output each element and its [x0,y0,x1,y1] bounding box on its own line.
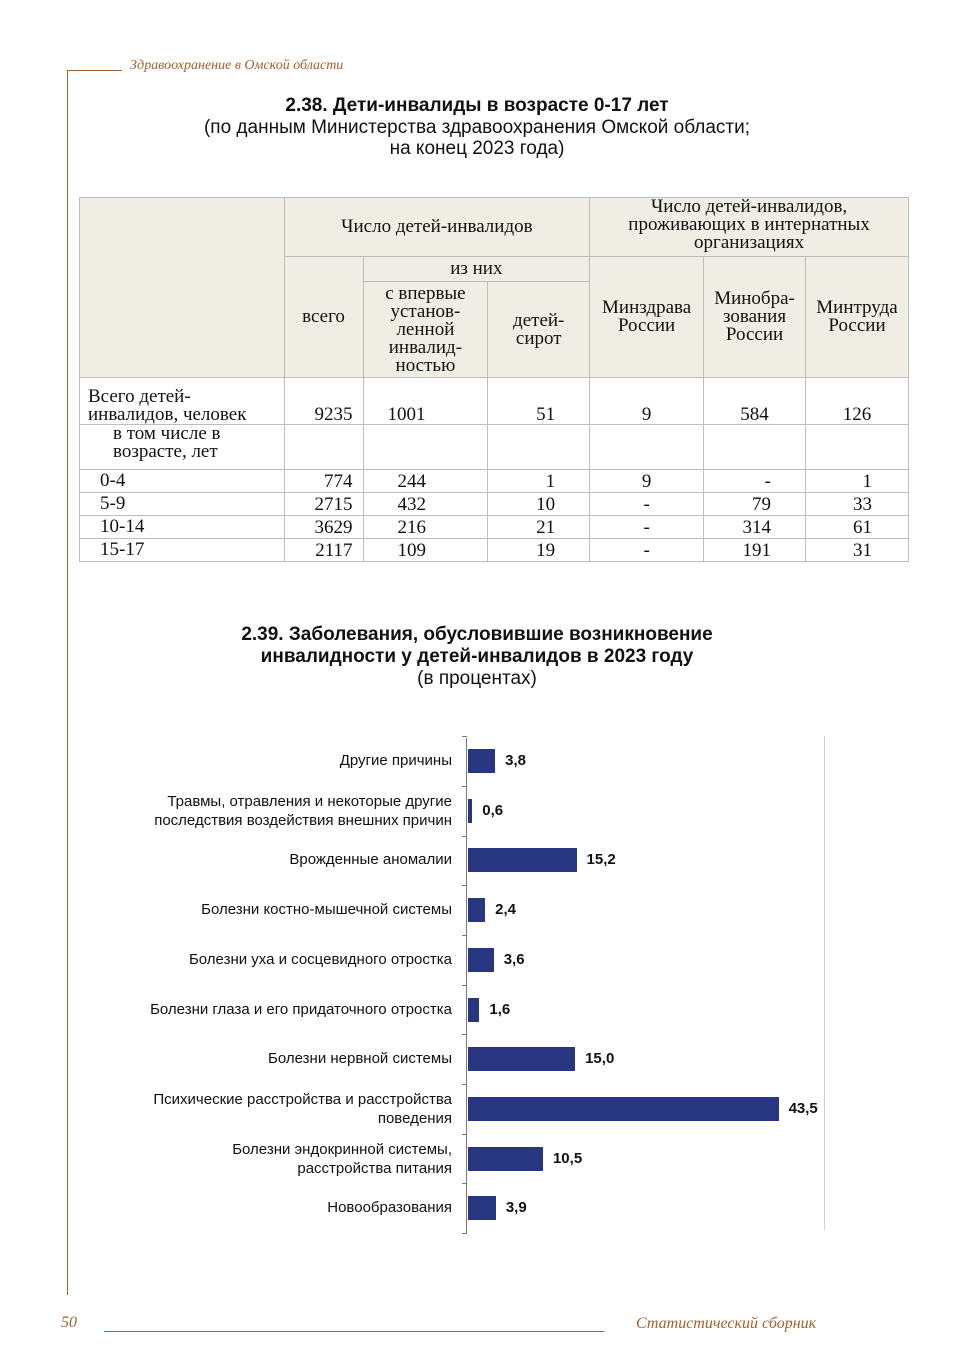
cell-minzdrav: - [590,493,704,516]
cell-total: 2117 [284,539,363,562]
bar [468,848,577,872]
table-subtitle-2: на конец 2023 года) [389,138,565,159]
cell-minobr: 79 [704,493,806,516]
axis-tick [462,885,467,886]
cell-first: 109 [363,539,488,562]
cell-total: 2715 [284,493,363,516]
axis-tick [462,736,467,737]
cell-minzdrav: 9 [590,378,704,425]
value-label: 2,4 [495,901,516,919]
value-label: 0,6 [482,801,504,819]
cell-minzdrav: 9 [590,470,704,493]
cell-first: 216 [363,516,488,539]
cell-orphans: 51 [488,378,590,425]
header-group-residential: Число детей-инвалидов, проживающих в интернатных организациях [590,198,909,257]
cell-total: 9235 [284,378,363,425]
category-label: Врожденные аномалии [289,851,452,869]
page-number: 50 [61,1314,77,1331]
cell-minzdrav: - [590,539,704,562]
chart-subtitle: (в процентах) [417,668,537,689]
cell-total: 774 [284,470,363,493]
axis-tick [462,1134,467,1135]
header-minobr: Минобра-зования России [704,257,806,378]
header-first-time: с впервые установ-ленной инвалид-ностью [363,282,488,378]
category-label: Болезни эндокринной системы, расстройства питания [232,1140,452,1177]
cell-minobr: 314 [704,516,806,539]
category-label: Болезни костно-мышечной системы [201,901,452,919]
footer-rule [104,1331,604,1332]
cell-mintrud: 61 [806,516,909,539]
row-label: Всего детей-инвалидов, человек [80,378,285,425]
row-label: 5-9 [80,493,285,516]
footer-title: Статистический сборник [636,1315,817,1332]
table-title: 2.38. Дети-инвалиды в возрасте 0-17 лет [285,95,669,116]
value-label: 3,9 [505,1199,527,1217]
category-label: Травмы, отравления и некоторые другие последствия воздействия внешних причин [154,792,452,829]
bar [468,1097,779,1121]
category-label: Другие причины [339,752,452,769]
axis-tick [462,1034,467,1035]
running-header: Здравоохранение в Омской области [130,58,344,73]
axis-tick [462,1233,467,1234]
value-label: 1,6 [489,1000,511,1018]
value-label: 3,6 [503,950,525,968]
cell-first: 432 [363,493,488,516]
cell-orphans: 10 [488,493,590,516]
row-label: 0-4 [80,470,285,493]
cell-orphans: 19 [488,539,590,562]
cell-minobr: 584 [704,378,806,425]
bar [468,1047,575,1071]
bar [468,898,485,922]
value-label: 15,0 [585,1050,615,1068]
bar [468,998,479,1022]
header-minzdrav: Минздрава России [590,257,704,378]
row-label: в том числе в возрасте, лет [80,425,285,470]
cell-first: 244 [363,470,488,493]
axis-tick [462,1084,467,1085]
category-label: Болезни глаза и его придаточного отростка [150,1000,452,1018]
bar [468,1196,496,1220]
header-group-disabled-children: Число детей-инвалидов [284,198,590,257]
cell-minzdrav: - [590,516,704,539]
axis-tick [462,1183,467,1184]
header-orphans: детей-сирот [488,282,590,378]
category-label: Психические расстройства и расстройства поведения [153,1090,452,1127]
bar [468,1147,543,1171]
cell-orphans: 21 [488,516,590,539]
axis-tick [462,786,467,787]
cell-mintrud: 31 [806,539,909,562]
cell-orphans: 1 [488,470,590,493]
bar [468,948,494,972]
axis-tick [462,985,467,986]
cell-total: 3629 [284,516,363,539]
category-label: Новообразования [327,1199,452,1217]
axis-tick [462,836,467,837]
row-label: 15-17 [80,539,285,562]
cell-mintrud: 1 [806,470,909,493]
row-label: 10-14 [80,516,285,539]
chart-right-border [824,736,825,1230]
header-total: всего [284,257,363,378]
header-mintrud: Минтруда России [806,257,909,378]
value-label: 3,8 [505,752,526,769]
value-label: 43,5 [788,1099,818,1117]
value-label: 15,2 [586,851,616,869]
cell-minobr: 191 [704,539,806,562]
header-of-them: из них [363,257,590,282]
bar [468,799,472,823]
value-label: 10,5 [552,1149,583,1167]
axis-tick [462,935,467,936]
bar [468,749,495,773]
category-label: Болезни уха и сосцевидного отростка [188,950,452,968]
chart-title-1: 2.39. Заболевания, обусловившие возникновение [241,624,713,645]
cell-mintrud: 33 [806,493,909,516]
chart-title-2: инвалидности у детей-инвалидов в 2023 году [260,646,694,667]
cell-minobr: - [704,470,806,493]
cell-first: 1001 [363,378,488,425]
category-label: Болезни нервной системы [268,1050,452,1068]
cell-mintrud: 126 [806,378,909,425]
table-subtitle-1: (по данным Министерства здравоохранения Омской области; [203,117,751,138]
